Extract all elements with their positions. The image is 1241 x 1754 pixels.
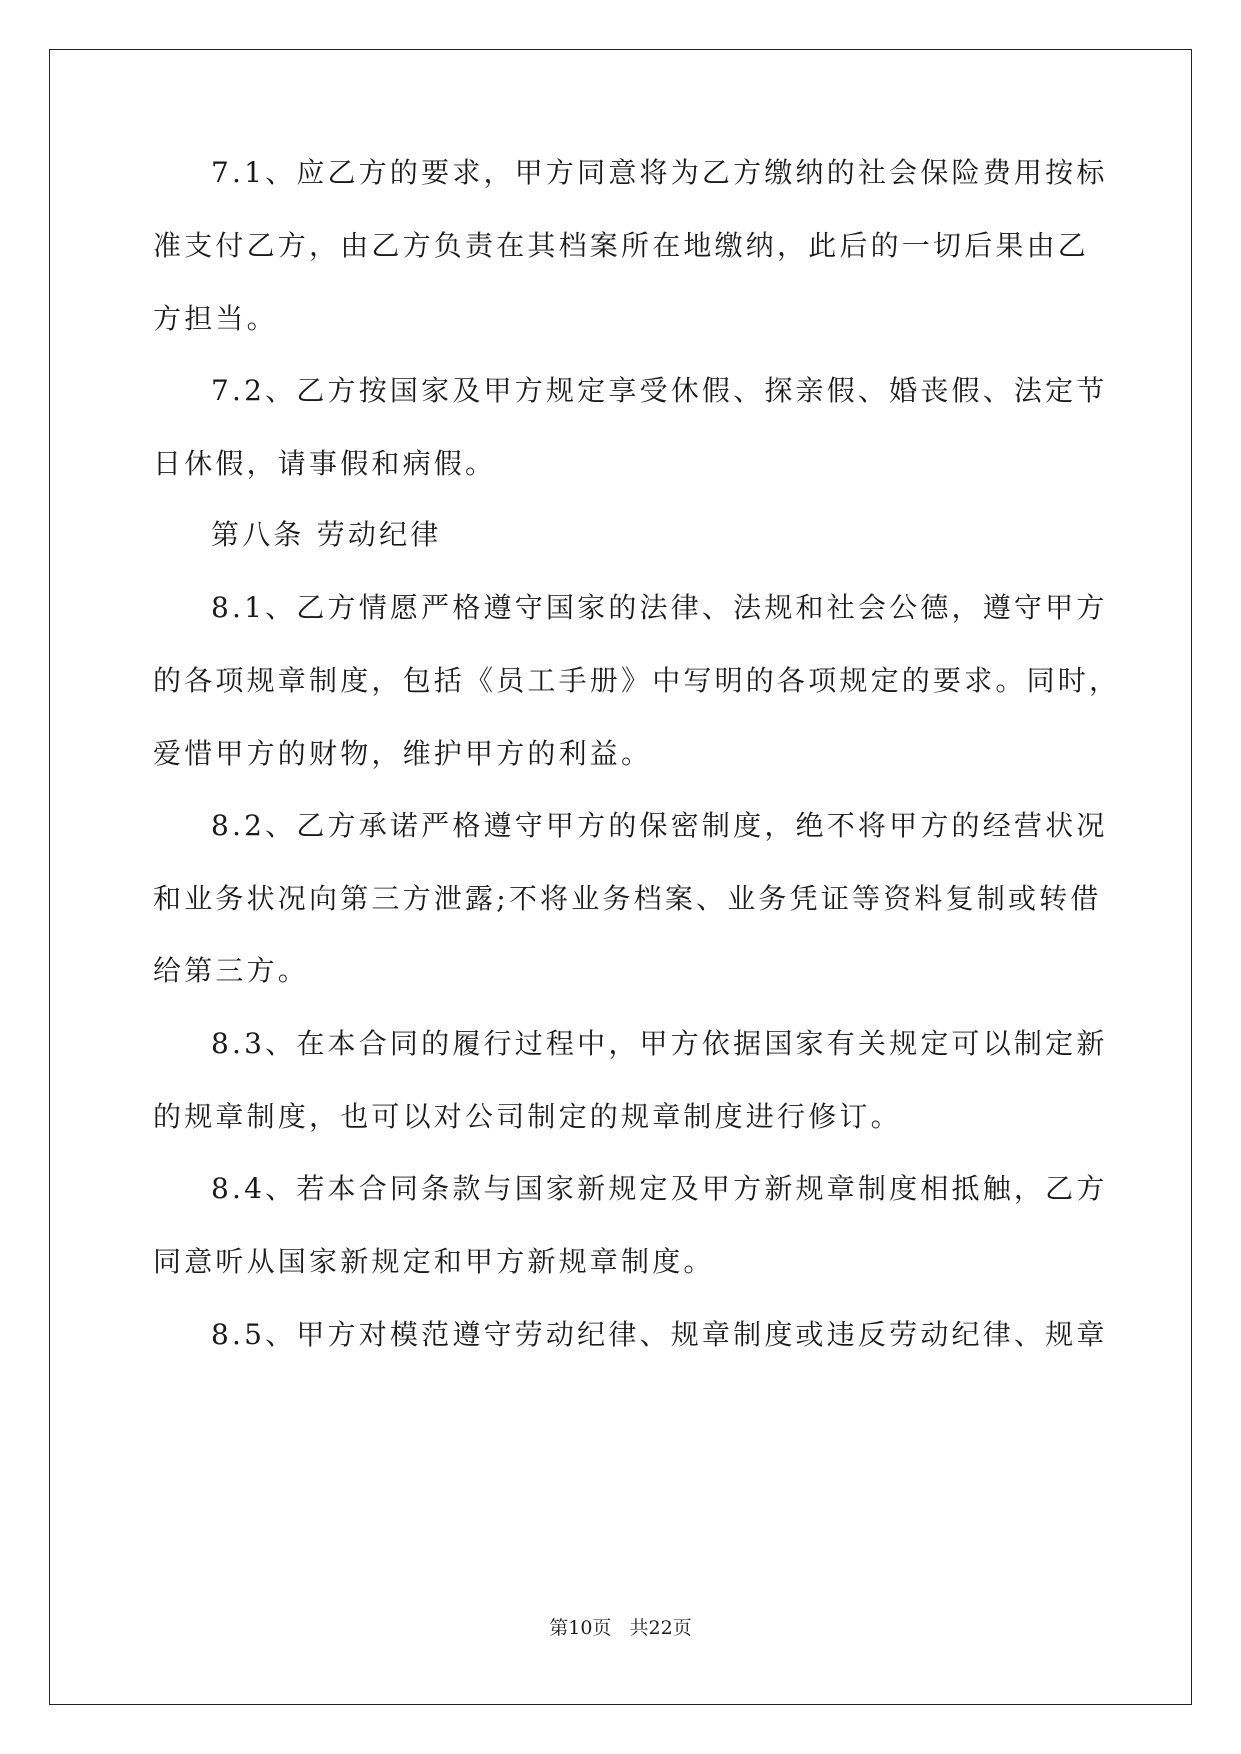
paragraph-8-4-line-1: 8.4、若本合同条款与国家新规定及甲方新规章制度相抵触，乙方 [211, 1172, 1108, 1205]
paragraph-8-2-line-3: 给第三方。 [153, 954, 310, 987]
page-number-label: 第10页 共22页 [549, 1617, 692, 1639]
paragraph-8-2-line-2: 和业务状况向第三方泄露;不将业务档案、业务凭证等资料复制或转借 [153, 882, 1102, 915]
section-heading-article-8: 第八条 劳动纪律 [211, 518, 442, 551]
paragraph-8-3-line-1: 8.3、在本合同的履行过程中，甲方依据国家有关规定可以制定新 [211, 1027, 1108, 1060]
paragraph-8-5-line-1: 8.5、甲方对模范遵守劳动纪律、规章制度或违反劳动纪律、规章 [211, 1318, 1108, 1351]
paragraph-7-2-line-2: 日休假，请事假和病假。 [153, 447, 497, 480]
paragraph-8-1-line-2: 的各项规章制度，包括《员工手册》中写明的各项规定的要求。同时， [153, 664, 1121, 697]
paragraph-7-2-line-1: 7.2、乙方按国家及甲方规定享受休假、探亲假、婚丧假、法定节 [211, 374, 1108, 407]
paragraph-8-2-line-1: 8.2、乙方承诺严格遵守甲方的保密制度，绝不将甲方的经营状况 [211, 809, 1108, 842]
paragraph-8-1-line-1: 8.1、乙方情愿严格遵守国家的法律、法规和社会公德，遵守甲方 [211, 591, 1108, 624]
paragraph-7-1-line-1: 7.1、应乙方的要求，甲方同意将为乙方缴纳的社会保险费用按标 [211, 156, 1108, 189]
paragraph-8-3-line-2: 的规章制度，也可以对公司制定的规章制度进行修订。 [153, 1100, 902, 1133]
paragraph-8-1-line-3: 爱惜甲方的财物，维护甲方的利益。 [153, 737, 653, 770]
paragraph-8-4-line-2: 同意听从国家新规定和甲方新规章制度。 [153, 1245, 715, 1278]
paragraph-7-1-line-3: 方担当。 [153, 302, 278, 335]
page-footer [0, 1616, 1241, 1640]
page-border [49, 49, 1192, 1705]
paragraph-7-1-line-2: 准支付乙方，由乙方负责在其档案所在地缴纳，此后的一切后果由乙 [153, 229, 1090, 262]
